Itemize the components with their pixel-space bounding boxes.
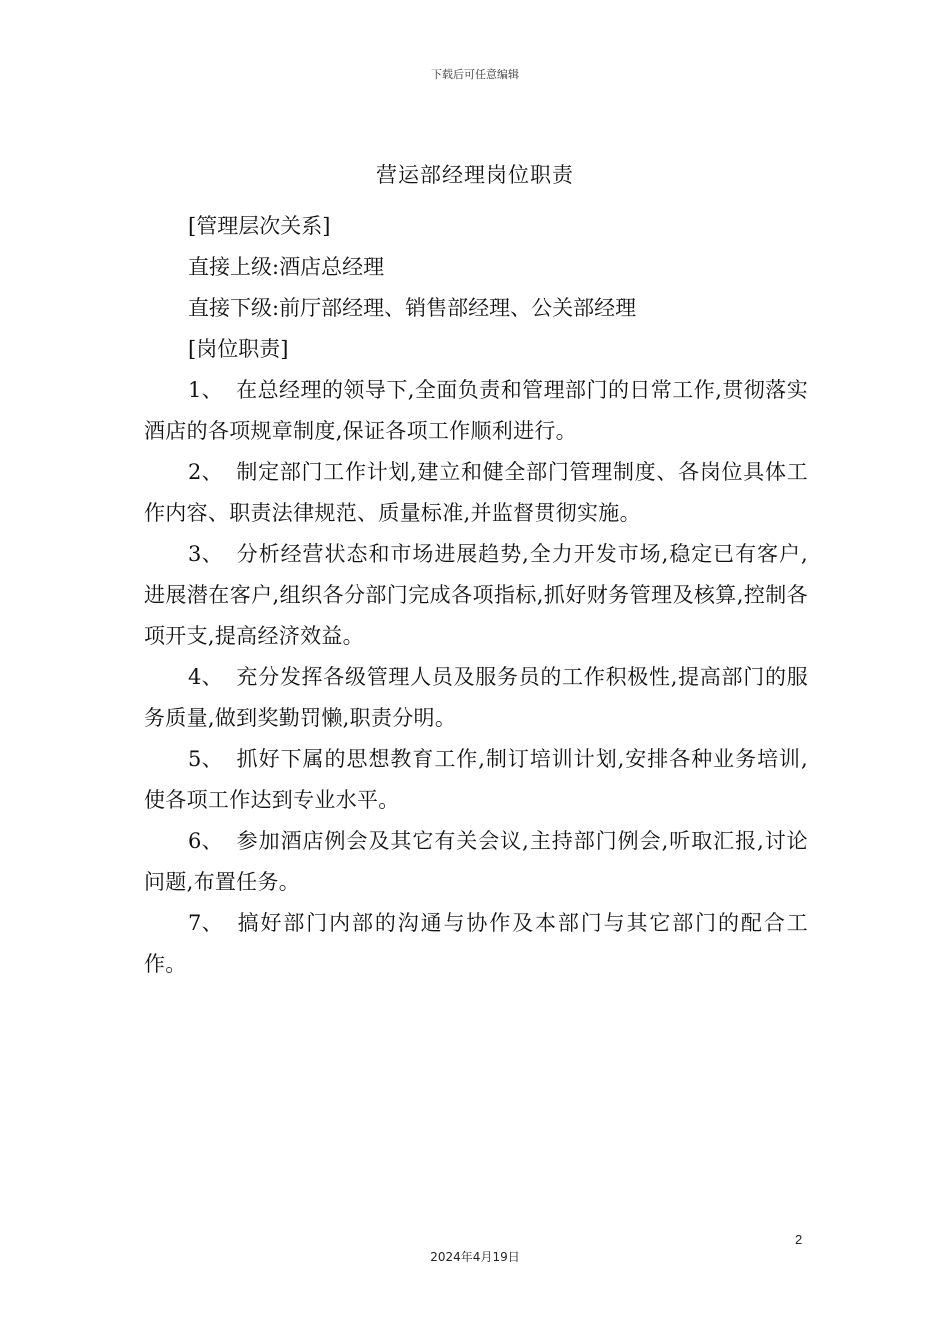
duty-text: 抓好下属的思想教育工作,制订培训计划,安排各种业务培训,使各项工作达到专业水平。	[144, 747, 808, 812]
document-body	[144, 206, 808, 985]
duty-item	[144, 534, 808, 657]
direct-superior: 直接上级:酒店总经理	[188, 255, 385, 279]
duty-item	[144, 657, 808, 739]
duty-text: 分析经营状态和市场进展趋势,全力开发市场,稳定已有客户,进展潜在客户,组织各分部门完成各项指标,抓好财务管理及核算,控制各项开支,提高经济效益。	[144, 542, 808, 648]
document-title: 营运部经理岗位职责	[376, 163, 574, 187]
duty-number: 5、	[188, 747, 223, 771]
duty-text: 在总经理的领导下,全面负责和管理部门的日常工作,贯彻落实酒店的各项规章制度,保证各项工作顺利进行。	[144, 378, 808, 443]
duty-text: 参加酒店例会及其它有关会议,主持部门例会,听取汇报,讨论问题,布置任务。	[144, 829, 808, 894]
direct-subordinates: 直接下级:前厅部经理、销售部经理、公关部经理	[188, 296, 637, 320]
duty-item	[144, 370, 808, 452]
duty-number: 4、	[188, 665, 223, 689]
page-footer-date: 2024年4月19日	[430, 1250, 520, 1264]
duty-item	[144, 821, 808, 903]
page-number: 2	[795, 1232, 803, 1247]
hierarchy-heading: [管理层次关系]	[188, 214, 331, 238]
duty-number: 6、	[188, 829, 223, 853]
duty-item	[144, 452, 808, 534]
duty-number: 3、	[188, 542, 223, 566]
duty-number: 2、	[188, 460, 223, 484]
duty-item	[144, 739, 808, 821]
page-header-note: 下载后可任意编辑	[431, 68, 519, 81]
duties-heading: [岗位职责]	[188, 337, 289, 361]
duty-text: 搞好部门内部的沟通与协作及本部门与其它部门的配合工作。	[144, 911, 808, 976]
duty-number: 7、	[188, 911, 223, 935]
duty-number: 1、	[188, 378, 223, 402]
duty-item	[144, 903, 808, 985]
duty-text: 充分发挥各级管理人员及服务员的工作积极性,提高部门的服务质量,做到奖勤罚懒,职责分明。	[144, 665, 808, 730]
duty-text: 制定部门工作计划,建立和健全部门管理制度、各岗位具体工作内容、职责法律规范、质量标准,并监督贯彻实施。	[144, 460, 808, 525]
